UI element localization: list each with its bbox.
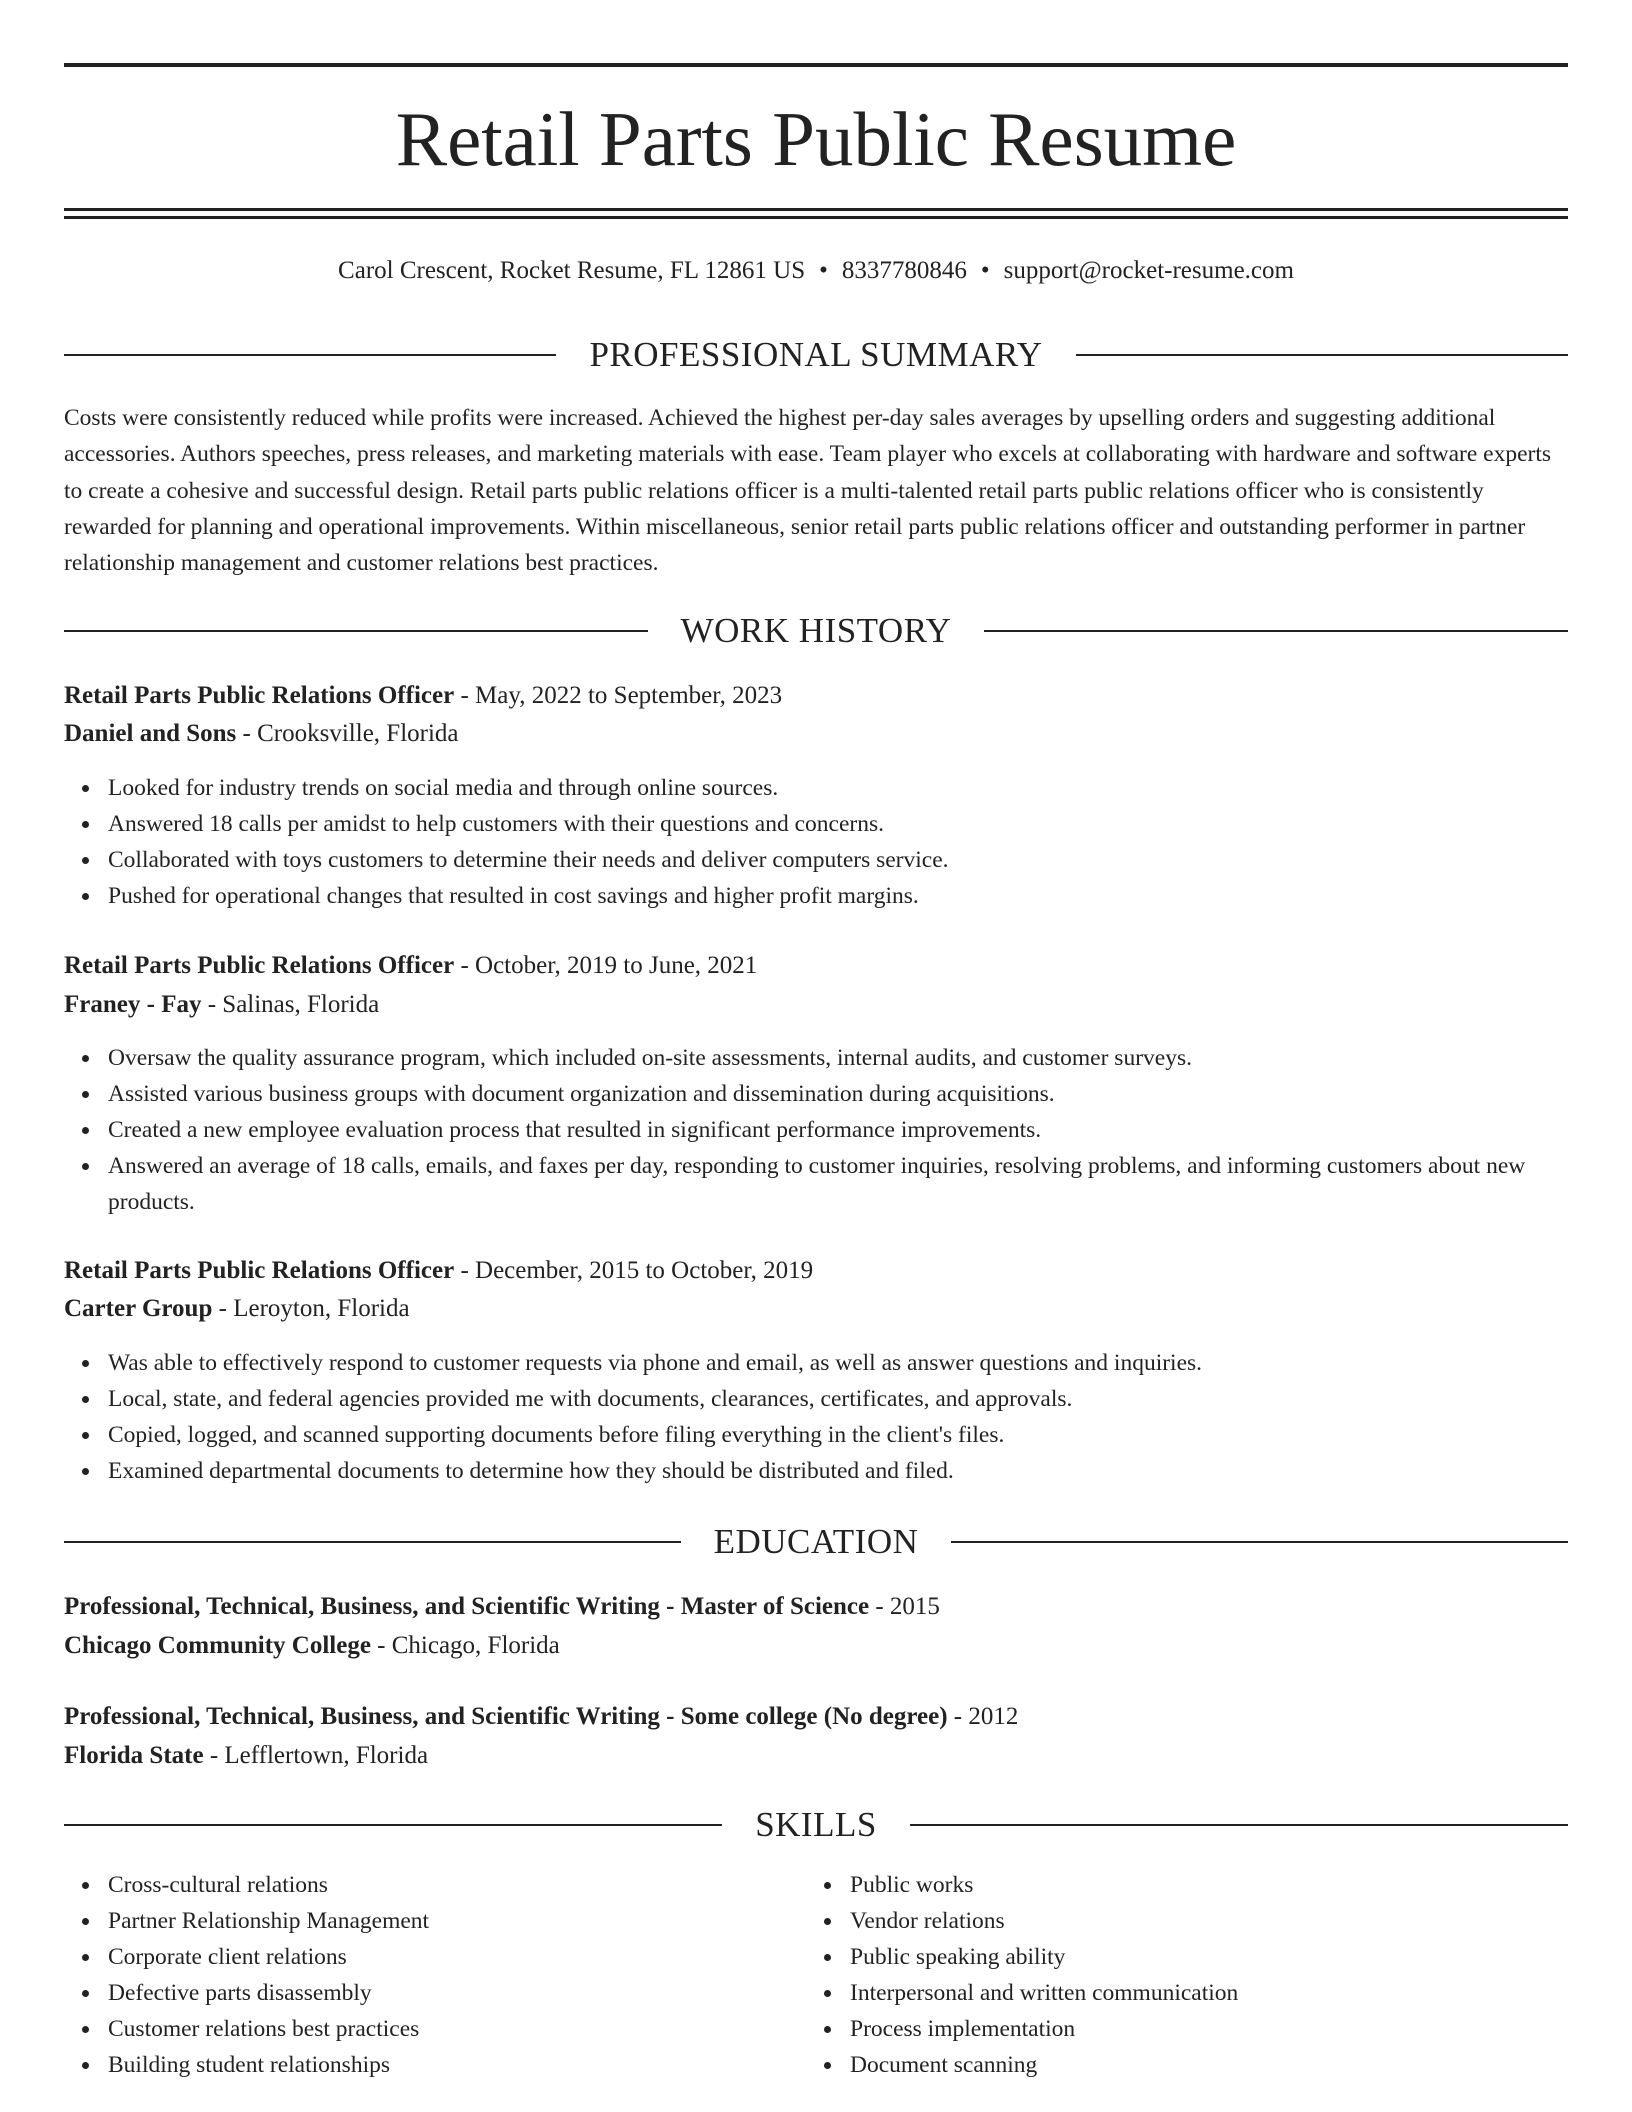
heading-rule xyxy=(64,1541,681,1543)
contact-separator: • xyxy=(980,257,990,284)
header-rule-upper xyxy=(64,208,1568,211)
skills-heading xyxy=(64,1805,1568,1845)
list-item: Collaborated with toys customers to determine their needs and deliver computers service. xyxy=(108,842,1612,878)
education-year: - 2012 xyxy=(947,1703,1019,1730)
education-school: Florida State xyxy=(64,1742,204,1769)
heading-rule xyxy=(64,354,556,356)
skills-title: SKILLS xyxy=(755,1805,877,1844)
list-item: Local, state, and federal agencies provided me with documents, clearances, certificates, and approvals. xyxy=(108,1381,1612,1417)
list-item: Defective parts disassembly xyxy=(108,1975,1612,2011)
heading-rule xyxy=(64,630,648,632)
list-item: Examined departmental documents to determine how they should be distributed and filed. xyxy=(108,1453,1612,1489)
summary-heading xyxy=(64,335,1568,375)
education-degree: Professional, Technical, Business, and Scientific Writing - Master of Science xyxy=(64,1593,870,1620)
education-degree: Professional, Technical, Business, and Scientific Writing - Some college (No degree) xyxy=(64,1703,948,1730)
list-item: Oversaw the quality assurance program, which included on-site assessments, internal audits, and customer surveys. xyxy=(108,1040,1612,1076)
list-item: Process implementation xyxy=(850,2011,1632,2047)
job-title-line xyxy=(64,681,1568,711)
heading-rule xyxy=(951,1541,1568,1543)
job-location: - Leroyton, Florida xyxy=(212,1295,410,1322)
list-item: Was able to effectively respond to customer requests via phone and email, as well as answer questions and inquiries. xyxy=(108,1345,1612,1381)
job-dates: - May, 2022 to September, 2023 xyxy=(454,682,783,709)
education-school: Chicago Community College xyxy=(64,1632,371,1659)
job-company: Franey - Fay xyxy=(64,991,202,1018)
list-item: Answered an average of 18 calls, emails, and faxes per day, responding to customer inquiries, resolving problems, and informing customers about new products. xyxy=(108,1148,1612,1220)
job-company: Daniel and Sons xyxy=(64,720,237,747)
education-degree-line xyxy=(64,1592,1568,1622)
list-item: Public works xyxy=(850,1867,1632,1903)
list-item: Looked for industry trends on social media and through online sources. xyxy=(108,770,1612,806)
contact-separator: • xyxy=(819,257,828,284)
list-item: Partner Relationship Management xyxy=(108,1903,1612,1939)
skills-list-right xyxy=(806,1867,1632,2083)
education-heading xyxy=(64,1522,1568,1562)
work-heading xyxy=(64,611,1568,651)
job-role: Retail Parts Public Relations Officer xyxy=(64,1257,455,1284)
resume-name: Retail Parts Public Resume xyxy=(395,96,1237,182)
job-dates: - December, 2015 to October, 2019 xyxy=(454,1257,814,1284)
job-location: - Crooksville, Florida xyxy=(236,720,459,747)
list-item: Building student relationships xyxy=(108,2047,1612,2083)
education-school-line xyxy=(64,1631,1568,1661)
contact-line xyxy=(64,256,1568,286)
list-item: Interpersonal and written communication xyxy=(850,1975,1632,2011)
list-item: Answered 18 calls per amidst to help customers with their questions and concerns. xyxy=(108,806,1612,842)
job-location: - Salinas, Florida xyxy=(201,991,380,1018)
job-bullets xyxy=(64,1040,1612,1220)
contact-address: Carol Crescent, Rocket Resume, FL 12861 US xyxy=(338,257,806,284)
education-title: EDUCATION xyxy=(713,1522,919,1561)
header-top-rule xyxy=(64,63,1568,67)
heading-rule xyxy=(984,630,1568,632)
education-location: - Chicago, Florida xyxy=(370,1632,560,1659)
heading-rule xyxy=(1076,354,1568,356)
heading-rule xyxy=(910,1824,1568,1826)
list-item: Document scanning xyxy=(850,2047,1632,2083)
job-bullets xyxy=(64,770,1612,914)
list-item: Cross-cultural relations xyxy=(108,1867,1612,1903)
job-company-line xyxy=(64,1294,1568,1324)
job-company-line xyxy=(64,990,1568,1020)
summary-text: Costs were consistently reduced while profits were increased. Achieved the highest per-day sales averages by upselling orders and suggesting additional accessories. Authors speeches, press releases, and marketing materials with ease. Team player who excels at collaborating with hardware and software experts to create a cohesive and successful design. Retail parts public relations officer is a multi-talented retail parts public relations officer who is consistently rewarded for planning and operational improvements. Within miscellaneous, senior retail parts public relations officer and outstanding performer in partner relationship management and customer relations best practices. xyxy=(64,405,1552,577)
job-dates: - October, 2019 to June, 2021 xyxy=(454,952,758,979)
list-item: Pushed for operational changes that resulted in cost savings and higher profit margins. xyxy=(108,878,1612,914)
summary-title: PROFESSIONAL SUMMARY xyxy=(589,335,1043,374)
list-item: Created a new employee evaluation process that resulted in significant performance improvements. xyxy=(108,1112,1612,1148)
list-item: Vendor relations xyxy=(850,1903,1632,1939)
job-company: Carter Group xyxy=(64,1295,213,1322)
job-role: Retail Parts Public Relations Officer xyxy=(64,952,455,979)
list-item: Public speaking ability xyxy=(850,1939,1632,1975)
contact-email: support@rocket-resume.com xyxy=(1003,257,1294,284)
list-item: Corporate client relations xyxy=(108,1939,1612,1975)
header-rule-lower xyxy=(64,216,1568,219)
work-title: WORK HISTORY xyxy=(680,611,952,650)
heading-rule xyxy=(64,1824,722,1826)
contact-phone: 8337780846 xyxy=(841,257,967,284)
job-bullets xyxy=(64,1345,1612,1489)
job-title-line xyxy=(64,1256,1568,1286)
education-year: - 2015 xyxy=(869,1593,940,1620)
education-degree-line xyxy=(64,1702,1568,1732)
job-company-line xyxy=(64,719,1568,749)
education-school-line xyxy=(64,1741,1568,1771)
list-item: Copied, logged, and scanned supporting documents before filing everything in the client's files. xyxy=(108,1417,1612,1453)
list-item: Customer relations best practices xyxy=(108,2011,1612,2047)
list-item: Assisted various business groups with document organization and dissemination during acquisitions. xyxy=(108,1076,1612,1112)
job-title-line xyxy=(64,951,1568,981)
job-role: Retail Parts Public Relations Officer xyxy=(64,682,455,709)
education-location: - Lefflertown, Florida xyxy=(203,1742,429,1769)
